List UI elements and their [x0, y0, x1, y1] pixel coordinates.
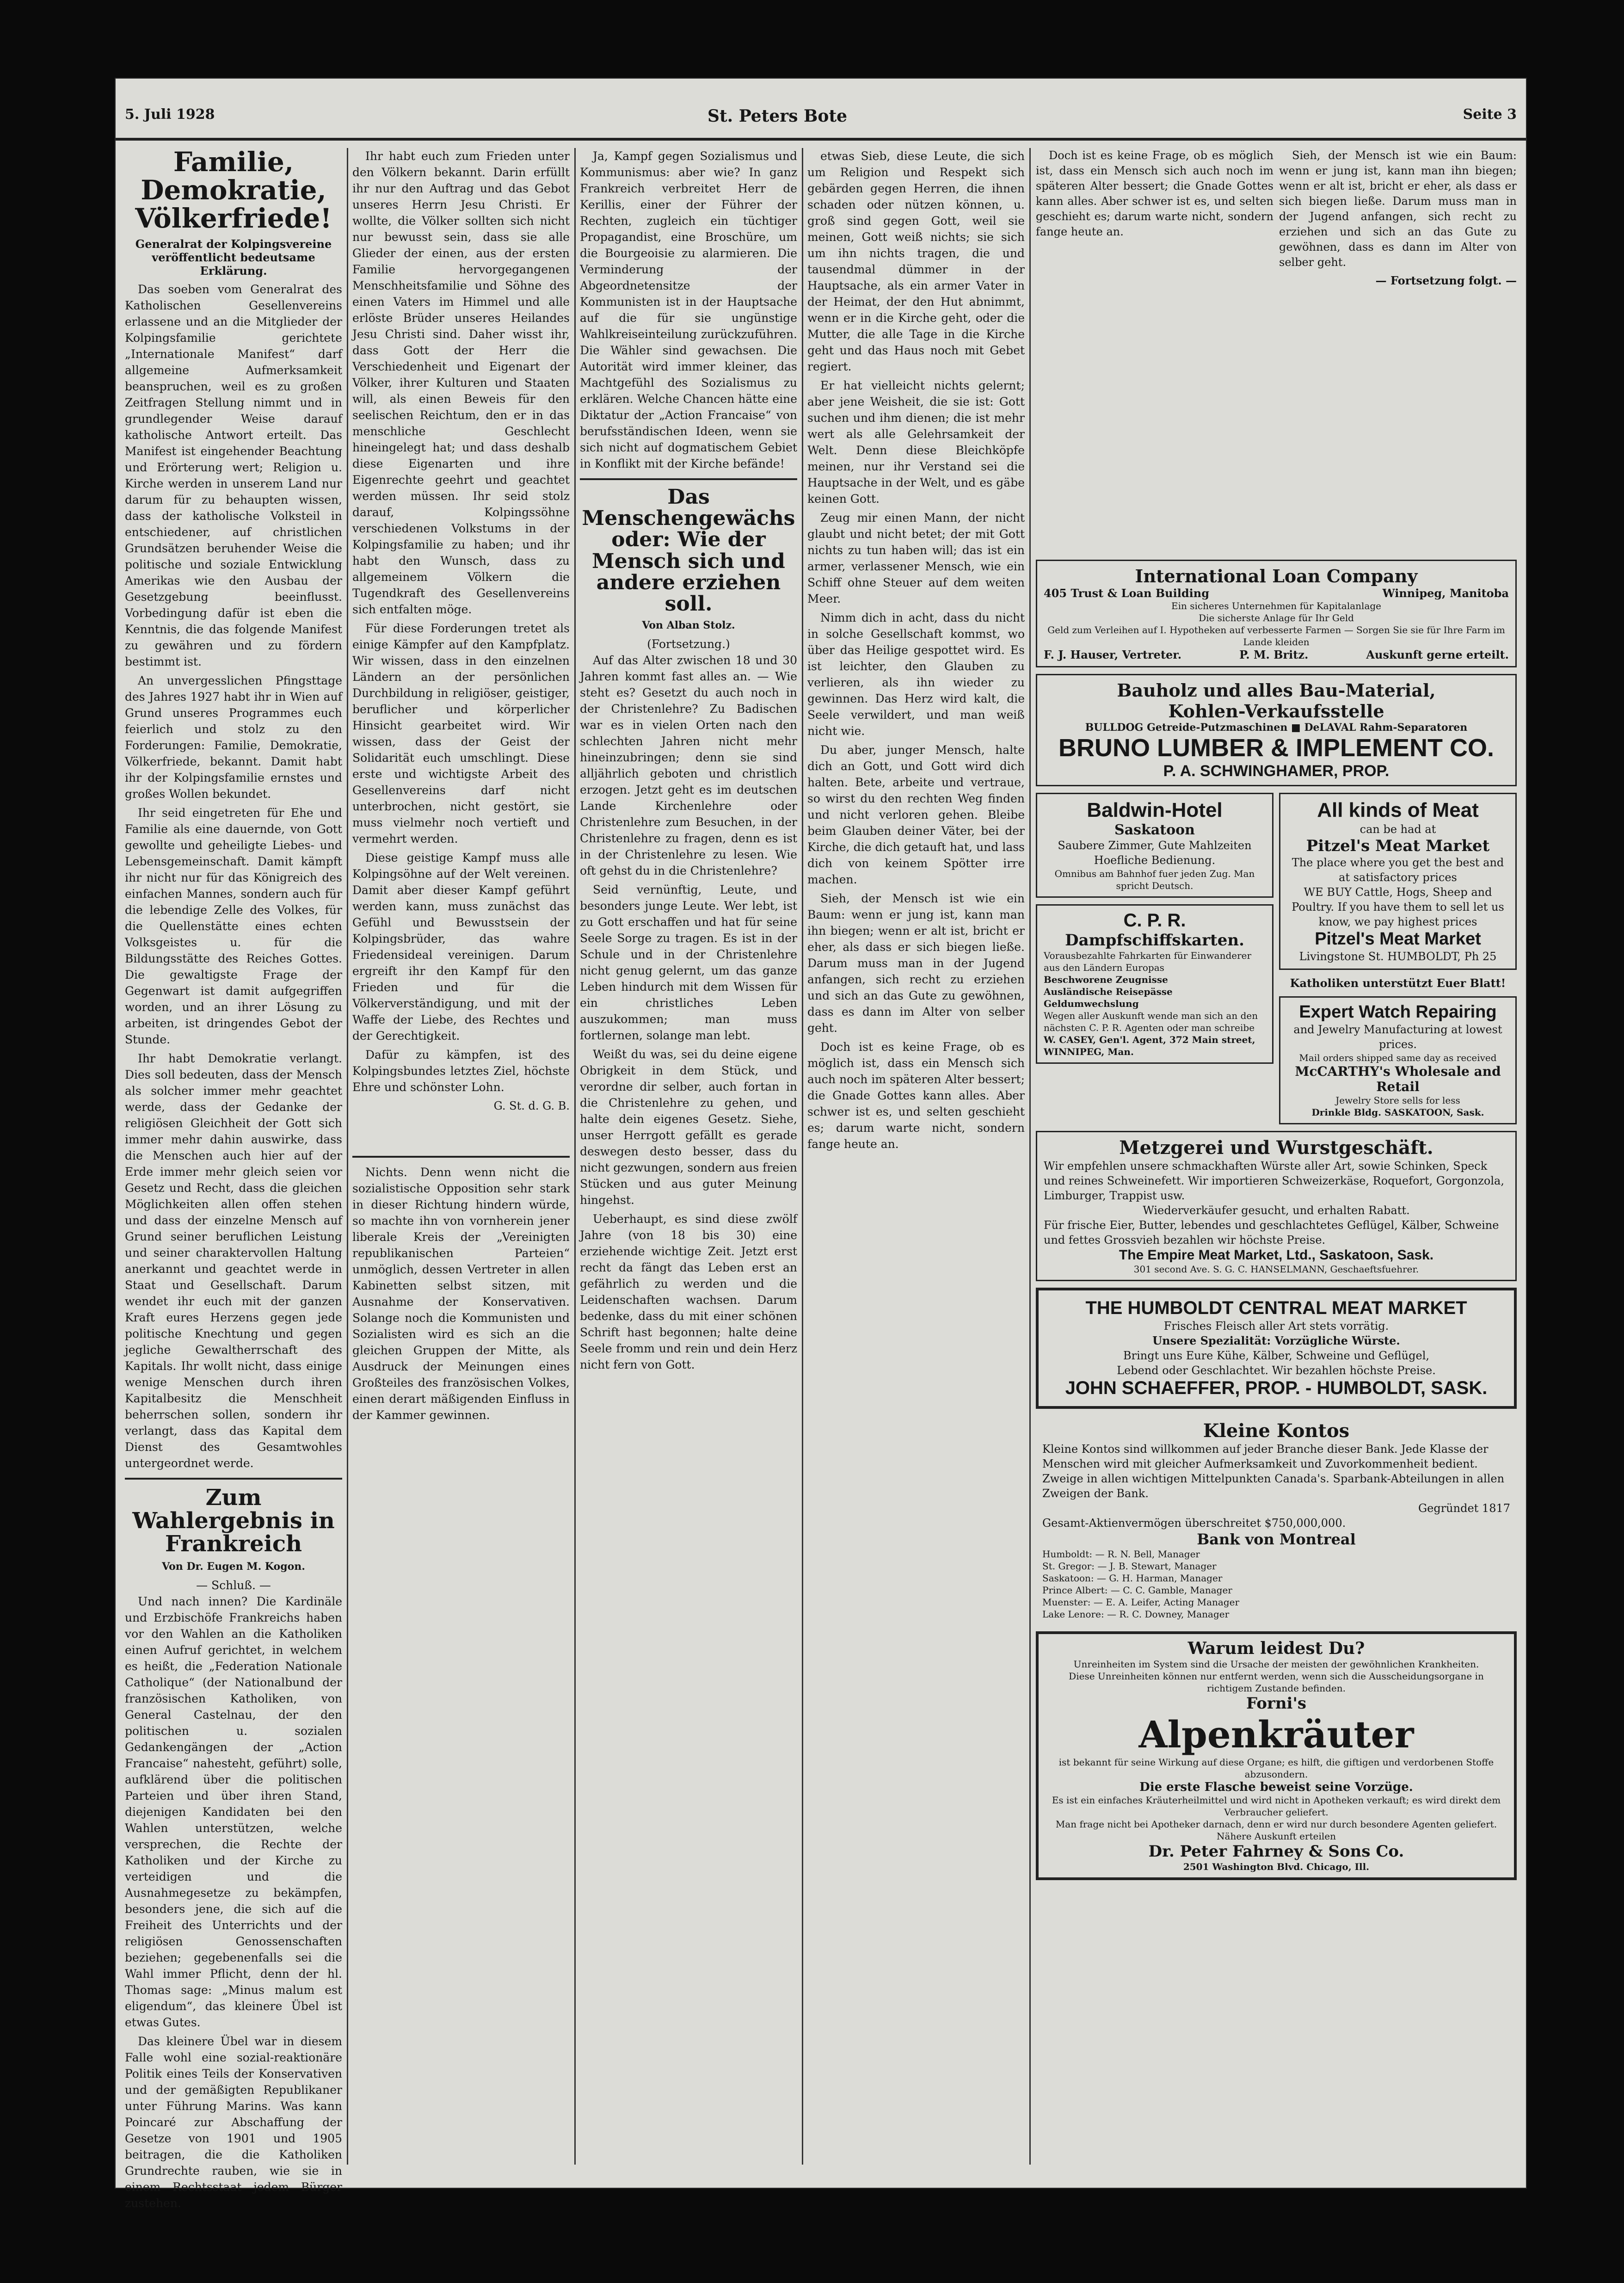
article2-title: Zum Wahlergebnis in Frankreich: [132, 1484, 335, 1557]
ad-forni-alpenkraeuter: [1036, 1631, 1517, 1880]
meat-line: can be had at: [1359, 823, 1436, 836]
article1-signature: G. St. d. G. B.: [493, 1099, 570, 1112]
article2-paragraph: Nichts. Denn wenn nicht die sozialistische Opposition sehr stark in dieser Richtung hindern würde, so machte ihn von vornherein jener liberale Kreis der „Vereinigten republikanischen Parteien“ unmöglich, dessen Vertreter in allen Kabinetten selbst sitzen, mit Ausnahme der Konservativen. Solange noch die Kommunisten und Sozialisten wird es sich an die gleichen Gruppen der Mitte, als Ausdruck der Meinungen eines Großteiles des französischen Volkes, einen derart mäßigenden Einfluss in der Kammer gewinnen.: [352, 1166, 570, 1422]
loan-line: Die sicherste Anlage für Ihr Geld: [1199, 612, 1354, 623]
article4-paragraph: Sieh, der Mensch ist wie ein Baum: wenn er jung ist, kann man ihn biegen; wenn er alt ist, bricht er eher, als dass er sich biegen ließe. Darum muss man in der Jugend anfangen, sich recht zu erziehen und sich an das Gute zu gewöhnen, dass es dann im Alter von selber geht.: [807, 892, 1025, 1035]
humboldt-line: Frisches Fleisch aller Art stets vorrätig.: [1163, 1320, 1389, 1333]
lumber-line: BULLDOG Getreide-Putzmaschinen ■ DeLAVAL Rahm-Separatoren: [1085, 722, 1468, 734]
cpr-line: Wegen aller Auskunft wende man sich an den nächsten C. P. R. Agenten oder man schreibe: [1044, 1010, 1258, 1033]
forni-line: Diese Unreinheiten können nur entfernt werden, wenn sich die Ausscheidungsorgane in richtigem Zustande befinden.: [1069, 1671, 1484, 1694]
cpr-sub: Dampfschiffskarten.: [1065, 931, 1244, 950]
hotel-city: Saskatoon: [1114, 822, 1195, 838]
ad-col-right: [1279, 793, 1517, 1131]
cpr-line: Ausländische Reisepässe: [1044, 986, 1173, 997]
article4-body-cont: [1036, 148, 1273, 560]
humboldt-line: Bringt uns Eure Kühe, Kälber, Schweine und Geflügel,: [1123, 1349, 1430, 1362]
metzgerei-address: 301 second Ave. S. G. C. HANSELMANN, Geschaeftsfuehrer.: [1133, 1264, 1419, 1275]
article1-paragraph: Ihr habt euch zum Frieden unter den Völkern bekannt. Darin erfüllt ihr nur den Auftrag und das Gebot unseres Herrn Jesu Christi. Er wollte, die Völker sollten sich nicht nur bewusst sein, dass sie alle Glieder der einen, aus der ersten Familie hervorgegangenen Menschheitsfamilie und Söhne des einen Vaters im Himmel und alle erlöste Brüder unseres Heilandes Jesu Christi sind. Daher wisst ihr, dass Gott der Herr die Verschiedenheit und Eigenart der Völker, ihrer Kulturen und Staaten will, als einen Beweis für den seelischen Reichtum, den er in das menschliche Geschlecht hineingelegt hat; und dass deshalb diese Eigenarten und ihre Eigenrechte geehrt und geachtet werden müssen. Ihr seid stolz darauf, Kolpingssöhne verschiedenen Volkstums in der Kolpingsfamilie zu haben; und ihr habt den Wunsch, dass zu allgemeinem Völkern die Tugendkraft des Gesellenvereins sich entfalten möge.: [352, 149, 570, 616]
metzgerei-line: Für frische Eier, Butter, lebendes und geschlachtetes Geflügel, Kälber, Schweine und fettes Grossvieh bezahlen wir höchste Preise.: [1044, 1219, 1499, 1246]
article3-intro: (Fortsetzung.): [647, 637, 730, 651]
article3-byline: Von Alban Stolz.: [642, 619, 735, 632]
column-rule: [574, 148, 576, 2165]
cpr-line: Vorausbezahlte Fahrkarten für Einwanderer aus den Ländern Europas: [1044, 950, 1252, 973]
column-2: [352, 148, 570, 2165]
column-rule: [802, 148, 803, 2165]
article3-paragraph: Weißt du was, sei du deine eigene Obrigkeit in dem Stück, und verordne dir selber, auch fortan in die Christenlehre zu gehen, und halte dein eigenes Gesetz. Siehe, unser Herrgott gefällt es gerade deswegen desto besser, dass du nicht gezwungen, sondern aus freien Stücken und aus guter Meinung hingehst.: [580, 1048, 798, 1207]
article3-paragraph: Ueberhaupt, es sind diese zwölf Jahre (von 18 bis 30) eine erziehende wichtige Zeit. Jetzt erst recht da fängt das Leben erst an gefährlich zu werden und die Leidenschaften wachsen. Darum bedenke, dass du mit einer schönen Schrift hast begonnen; halte deine Seele fromm und rein und dein Herz nicht fern von Gott.: [580, 1212, 797, 1372]
watch-line: and Jewelry Manufacturing at lowest prices.: [1293, 1023, 1502, 1051]
article4-paragraph: Doch ist es keine Frage, ob es möglich ist, dass ein Mensch sich auch noch im späteren Alter bessert; die Gnade Gottes kann alles. Aber schwer ist es, und selten geschieht es; darum warte nicht, sondern fange heute an.: [807, 1040, 1025, 1151]
article1-body-cont: [352, 148, 570, 1114]
hotel-title: Baldwin-Hotel: [1087, 799, 1223, 821]
column-rule: [1029, 148, 1031, 2165]
loan-note: Auskunft gerne erteilt.: [1366, 648, 1509, 661]
metzgerei-name: The Empire Meat Market, Ltd., Saskatoon, Sask.: [1119, 1247, 1434, 1263]
article2-intro: — Schluß. —: [196, 1578, 271, 1592]
forni-line: Die erste Flasche beweist seine Vorzüge.: [1139, 1780, 1413, 1794]
column-rule: [347, 148, 348, 2165]
loan-line: Ein sicheres Unternehmen für Kapitalanlage: [1171, 600, 1382, 611]
article2-body-cont2: [580, 148, 797, 472]
article1-paragraph: Ihr habt Demokratie verlangt. Dies soll bedeuten, dass der Mensch als solcher immer mehr geachtet werde, dass der Gedanke der religiösen Gleichheit der Gott sich immer mehr dahin auswirke, dass die Menschen auch hier auf der Erde immer mehr gleich seien vor Gesetz und Recht, dass die gleichen Möglichkeiten allen offen stehen und dass der einzelne Mensch auf Grund seiner beruflichen Leistung und seiner charaktervollen Haltung anerkannt und geachtet werde in Staat und Gesellschaft. Darum wendet ihr euch mit der ganzen Kraft eures Herzens gegen jede politische Knechtung und gegen jegliche Gewaltherrschaft des Kapitals. Ihr wollt nicht, dass einige wenige Menschen durch ihren Kapitalbesitz die Menschheit beherrschen sollen, sondern ihr verlangt, dass das Kapital dem Dienst des Gesamtwohles untergeordnet werde.: [125, 1051, 342, 1470]
article4-body: [807, 148, 1025, 1152]
watch-title: Expert Watch Repairing: [1299, 1002, 1497, 1022]
humboldt-line: Lebend oder Geschlachtet. Wir bezahlen höchste Preise.: [1117, 1364, 1436, 1377]
loan-city: Winnipeg, Manitoba: [1382, 586, 1509, 600]
ad-watch-repair: [1279, 996, 1517, 1124]
divider: [580, 478, 797, 480]
bank-manager: Lake Lenore: — R. C. Downey, Manager: [1042, 1609, 1230, 1620]
ad-metzgerei: [1036, 1131, 1517, 1281]
article2-body-cont: [352, 1164, 570, 1423]
article2-byline: Von Dr. Eugen M. Kogon.: [162, 1560, 305, 1573]
kontos-title: Kleine Kontos: [1203, 1420, 1350, 1442]
article1-paragraph: Dafür zu kämpfen, ist des Kolpingsbundes letztes Ziel, höchste Ehre und schönster Lohn.: [352, 1048, 570, 1094]
column-1: [125, 146, 342, 2210]
ad-humboldt-meat: [1036, 1288, 1517, 1409]
loan-agent: P. M. Britz.: [1239, 648, 1309, 661]
article4-paragraph: Doch ist es keine Frage, ob es möglich ist, dass ein Mensch sich auch noch im späteren Alter bessert; die Gnade Gottes kann alles. Aber schwer ist es, und selten geschieht es; darum warte nicht, sondern fange heute an.: [1036, 149, 1273, 238]
forni-line: Es ist ein einfaches Kräuterheilmittel und wird nicht in Apotheken verkauft; es wird direkt dem Verbraucher geliefert.: [1052, 1795, 1501, 1818]
article2-body: [125, 1577, 342, 2211]
cpr-title: C. P. R.: [1123, 910, 1186, 931]
ad-row-1: [1036, 793, 1517, 1131]
article4-paragraph: Nimm dich in acht, dass du nicht in solche Gesellschaft kommst, wo über das Heilige gespottet wird. Es ist leichter, den Glauben zu verlieren, als ihn wieder zu gewinnen. Das Herz wird kalt, die Seele verwildert, und man weiß nicht wie.: [807, 611, 1025, 738]
loan-address: 405 Trust & Loan Building: [1044, 586, 1209, 600]
watch-name: McCARTHY's Wholesale and Retail: [1295, 1064, 1501, 1094]
article1-paragraph: Diese geistige Kampf muss alle Kolpingsöhne auf der Welt vereinen. Damit aber dieser Kampf geführt werden kann, muss zunächst das Gefühl und Bewusstsein der Kolpingsbrüder, das wahre Friedensideal vereinigen. Darum ergreift ihr den Kampf für den Frieden und für die Völkerverständigung, und mit der Waffe der Liebe, des Rechtes und der Gerechtigkeit.: [352, 851, 570, 1043]
forni-maker: Dr. Peter Fahrney & Sons Co.: [1148, 1842, 1404, 1861]
article4-paragraph: Zeug mir einen Mann, der nicht glaubt und nicht betet; der mit Gott nichts zu tun haben will; das ist ein armer, verlassener Mensch, wie ein Schiff ohne Steuer auf dem weiten Meer.: [807, 511, 1025, 605]
forni-product: Alpenkräuter: [1138, 1713, 1414, 1756]
forni-brand: Forni's: [1246, 1694, 1307, 1713]
lumber-line: Bauholz und alles Bau-Material,: [1117, 680, 1436, 701]
meat-line: Pitzel's Meat Market: [1306, 837, 1490, 855]
article1-subtitle: Generalrat der Kolpingsvereine veröffentlicht bedeutsame Erklärung.: [135, 237, 332, 278]
column-3: [580, 148, 797, 2165]
col5-top-text: [1036, 148, 1517, 560]
ad-international-loan: [1036, 560, 1517, 667]
header-rule: [116, 138, 1526, 141]
metzgerei-line: Wir empfehlen unsere schmackhaften Würste aller Art, sowie Schinken, Speck und reines Schweinefett. Wir importieren Schweizerkäse, Roquefort, Gorgonzola, Limburger, Trappist usw.: [1044, 1160, 1504, 1202]
humboldt-line: Unsere Spezialität: Vorzügliche Würste.: [1152, 1334, 1400, 1347]
cpr-line: Geldumwechslung: [1044, 998, 1139, 1009]
lumber-line: Kohlen-Verkaufsstelle: [1168, 701, 1384, 722]
lumber-prop: P. A. SCHWINGHAMER, PROP.: [1163, 762, 1390, 780]
bank-manager: St. Gregor: — J. B. Stewart, Manager: [1042, 1561, 1217, 1572]
kontos-line: Kleine Kontos sind willkommen auf jeder Branche dieser Bank. Jede Klasse der Menschen wird mit gleicher Aufmerksamkeit und Zuvorkommenheit bedient.: [1042, 1443, 1489, 1470]
lumber-company: BRUNO LUMBER & IMPLEMENT CO.: [1058, 734, 1494, 762]
humboldt-title: THE HUMBOLDT CENTRAL MEAT MARKET: [1085, 1298, 1467, 1318]
ad-bank-montreal: [1036, 1415, 1517, 1625]
watch-line: Drinkle Bldg. SASKATOON, Sask.: [1311, 1107, 1484, 1118]
hotel-line: Saubere Zimmer, Gute Mahlzeiten: [1058, 839, 1252, 852]
column-5: [1036, 148, 1517, 2165]
bank-manager: Muenster: — E. A. Leifer, Acting Manager: [1042, 1597, 1240, 1608]
hotel-line: Hoefliche Bedienung.: [1094, 854, 1216, 867]
meat-name: Pitzel's Meat Market: [1315, 929, 1481, 949]
bank-manager: Humboldt: — R. N. Bell, Manager: [1042, 1549, 1200, 1560]
page-header: [116, 106, 1526, 139]
kontos-line: Zweige in allen wichtigen Mittelpunkten Canada's. Sparbank-Abteilungen in allen Zweigen der Bank.: [1042, 1472, 1505, 1500]
article4-paragraph: Du aber, junger Mensch, halte dich an Gott, und Gott wird dich halten. Bete, arbeite und vertraue, so wirst du den rechten Weg finden und nicht verloren gehen. Bleibe beim Glauben deiner Väter, bei der Kirche, die dich getauft hat, und lass dich von keinem Spötter irre machen.: [807, 743, 1025, 886]
forni-line: ist bekannt für seine Wirkung auf diese Organe; es hilft, die giftigen und verdorbenen Stoffe abzusondern.: [1058, 1757, 1494, 1780]
article1-title: Familie, Demokratie, Völkerfriede!: [135, 146, 332, 234]
article4-paragraph: Sieh, der Mensch ist wie ein Baum: wenn er jung ist, kann man ihn biegen; wenn er alt ist, bricht er eher, als dass er sich biegen ließe. Darum muss man in der Jugend anfangen, sich recht zu erziehen und sich an das Gute zu gewöhnen, dass es dann im Alter von selber geht.: [1279, 149, 1517, 269]
kontos-assets: Gesamt-Aktienvermögen überschreitet $750,000,000.: [1042, 1517, 1346, 1530]
cpr-line: Beschworene Zeugnisse: [1044, 974, 1168, 985]
article2-paragraph: Und nach innen? Die Kardinäle und Erzbischöfe Frankreichs haben vor den Wahlen an die Katholiken einen Aufruf gerichtet, in welchem es heißt, die „Federation Nationale Catholique“ (der Nationalbund der französischen Katholiken, von General Castelnau, der den politischen u. sozialen Gedankengängen der „Action Francaise“ nahesteht, geführt) solle, aufklärend über die politischen Parteien und über ihren Stand, diejenigen Kandidaten bei den Wahlen unterstützen, welche versprechen, die Rechte der Katholiken und der Kirche zu verteidigen und die Ausnahmegesetze zu bekämpfen, besonders jene, die sich auf die Freiheit des Unterrichts und der religiösen Genossenschaften beziehen; gegebenenfalls sei die Wahl immer Pflicht, denn der hl. Thomas sage: „Minus malum est eligendum“, das kleinere Übel ist etwas Gutes.: [125, 1594, 342, 2029]
article3-paragraph: Seid vernünftig, Leute, und besonders junge Leute. Wer lebt, ist zu Gott erschaffen und hat für seine Seele Sorge zu tragen. Es ist in der Schule und in der Christenlehre nicht genug gelernt, um das ganze Leben hindurch mit dem Wissen für ein christliches Leben auszukommen; man muss fortlernen, solange man lebt.: [580, 883, 797, 1043]
article3-body: [580, 636, 797, 1373]
meat-title: All kinds of Meat: [1317, 799, 1479, 821]
divider: [352, 1156, 570, 1158]
meat-line: The place where you get the best and at satisfactory prices: [1292, 856, 1504, 884]
support-slogan: Katholiken unterstützt Euer Blatt!: [1290, 976, 1506, 990]
article1-paragraph: Für diese Forderungen tretet als einige Kämpfer auf den Kampfplatz. Wir wissen, dass in den einzelnen Ländern an der persönlichen Durchbildung in religiöser, geistiger, beruflicher und körperlicher Hinsicht gearbeitet wird. Wir wissen, dass der Geist der Solidarität euch umschlingt. Diese erste und wichtigste Arbeit des Gesellenvereins darf nicht unterbrochen, nicht gestört, sie muss vielmehr noch vertieft und vermehrt werden.: [352, 622, 570, 845]
article4-end: — Fortsetzung folgt. —: [1375, 274, 1517, 287]
ad-bruno-lumber: [1036, 674, 1517, 786]
forni-line: Man frage nicht bei Apotheker darnach, denn er wird nur durch besondere Agenten geliefert. Nähere Auskunft erteilen: [1055, 1819, 1497, 1842]
article2-paragraph: Ja, Kampf gegen Sozialismus und Kommunismus: aber wie? In ganz Frankreich verbreitet Herr de Kerillis, einer der Führer der Rechten, zugleich ein tüchtiger Propagandist, eine Broschüre, um die Bourgeoisie zu alarmieren. Die Verminderung der Abgeordnetensitze der Kommunisten ist in der Hauptsache auf die für sie ungünstige Wahlkreiseinteilung zurückzuführen. Die Wähler sind gewachsen. Die Autorität wird immer kleiner, das Machtgefühl des Sozialismus zu erklären. Welche Chancen hätte eine Diktatur der „Action Francaise“ von berufsständischen Ideen, wenn sie sich nicht auf dogmatischem Gebiet in Konflikt mit der Kirche befände!: [580, 149, 797, 470]
metzgerei-line: Wiederverkäufer gesucht, und erhalten Rabatt.: [1143, 1204, 1410, 1217]
bank-manager: Saskatoon: — G. H. Harman, Manager: [1042, 1573, 1223, 1584]
article1-paragraph: Das soeben vom Generalrat des Katholischen Gesellenvereins erlassene und an die Mitglieder der Kolpingsfamilie gerichtete „Internationale Manifest“ darf allgemeine Aufmerksamkeit beanspruchen, weil es zu großen Zeitfragen Stellung nimmt und in grundlegender Weise darauf katholische Antwort erteilt. Das Manifest ist eingehender Beachtung und Erörterung wert; Religion u. Kirche werden in unserem Land nur darum für zu behaupten wissen, dass der katholische Volksteil in entschiedener, auf christlichen Grundsätzen beruhender Weise die politische und soziale Entwicklung Amerikas wie den Ausbau der Gesetzgebung beeinflusst. Vorbedingung dafür ist eben die Kenntnis, die das folgende Manifest zu gewähren und zu fördern bestimmt ist.: [125, 282, 342, 668]
newspaper-page: [116, 79, 1526, 2210]
bank-manager: Prince Albert: — C. C. Gamble, Manager: [1042, 1585, 1232, 1596]
watch-line: Jewelry Store sells for less: [1335, 1095, 1460, 1106]
ad-baldwin-hotel: [1036, 793, 1273, 898]
loan-line: Geld zum Verleihen auf I. Hypotheken auf verbesserte Farmen — Sorgen Sie sie für Ihre Farm im Lande kleiden: [1047, 624, 1505, 648]
meat-address: Livingstone St. HUMBOLDT, Ph 25: [1299, 950, 1497, 963]
article3-title: Das Menschengewächs oder: Wie der Mensch sich und andere erziehen soll.: [582, 485, 795, 616]
hotel-line: Omnibus am Bahnhof fuer jeden Zug. Man spricht Deutsch.: [1054, 868, 1255, 891]
column-4: [807, 148, 1025, 2165]
article4-paragraph: Er hat vielleicht nichts gelernt; aber jene Weisheit, die sie ist: Gott suchen und ihm dienen; die ist mehr wert als alle Gelehrsamkeit der Welt. Denn diese Bleichköpfe meinen, nur ihr Verstand sei die Hauptsache in der Welt, und es gäbe keinen Gott.: [807, 379, 1025, 506]
cpr-line: W. CASEY, Gen'l. Agent, 372 Main street, WINNIPEG, Man.: [1044, 1034, 1255, 1057]
article1-body: [125, 281, 342, 1471]
issue-date: 5. Juli 1928: [125, 106, 215, 123]
forni-line: Unreinheiten im System sind die Ursache der meisten der gewöhnlichen Krankheiten.: [1073, 1659, 1479, 1670]
masthead: St. Peters Bote: [707, 106, 847, 126]
kontos-founded: Gegründet 1817: [1418, 1502, 1510, 1515]
page-number: Seite 3: [1463, 106, 1517, 123]
article3-paragraph: Auf das Alter zwischen 18 und 30 Jahren kommt fast alles an. — Wie steht es? Gesetzt du auch noch in der Christenlehre? Zu Badischen war es in vielen Orten nach den schlechten Jahren nicht mehr hineinzubringen; denn sie sind alljährlich geboten und christlich erzogen. Jetzt geht es im deutschen Lande Kirchenlehre oder Christenlehre zum Besuchen, in der Christenlehre zu fragen, denn es ist in der Christenlehre zu lesen. Wie oft gehst du in die Christenlehre?: [580, 654, 797, 878]
ad-pitzel-meat: [1279, 793, 1517, 970]
article4-paragraph: etwas Sieb, diese Leute, die sich um Religion und Respekt sich gebärden gegen Herren, die ihnen schaden oder nützen können, u. groß sind gegen Gott, weil sie meinen, Gott weiß nichts; sie sich um ihn nichts tragen, die und tausendmal dümmer in der Hauptsache, als ein armer Vater in der Heimat, der den Hut abnimmt, wenn er in die Kirche geht, oder die Mutter, die alle Tage in die Kirche geht und das Haus noch mit Gebet regiert.: [807, 149, 1025, 373]
humboldt-name: JOHN SCHAEFFER, PROP. - HUMBOLDT, SASK.: [1065, 1378, 1488, 1398]
divider: [125, 1478, 342, 1480]
forni-address: 2501 Washington Blvd. Chicago, Ill.: [1183, 1861, 1370, 1872]
loan-agents: [1044, 648, 1509, 661]
article1-paragraph: An unvergesslichen Pfingsttage des Jahres 1927 habt ihr in Wien auf Grund unseres Programmes euch feierlich und stolz zu den Forderungen: Familie, Demokratie, Völkerfriede, bekannt. Damit habt ihr der Kolpingsfamilie ernstes und großes Wollen bekundet.: [125, 673, 342, 801]
watch-line: Mail orders shipped same day as received: [1299, 1052, 1497, 1063]
loan-title: International Loan Company: [1135, 566, 1418, 586]
bank-name: Bank von Montreal: [1197, 1530, 1356, 1548]
loan-agent: F. J. Hauser, Vertreter.: [1044, 648, 1182, 661]
metzgerei-title: Metzgerei und Wurstgeschäft.: [1119, 1137, 1433, 1159]
article2-paragraph: Das kleinere Übel war in diesem Falle wohl eine sozial-reaktionäre Politik eines Teils der Konservativen und der gemäßigten Republikaner unter Führung Marins. Was kann Poincaré zur Abschaffung der Gesetze von 1901 und 1905 beitragen, die die Katholiken Grundrechte rauben, wie sie in einem Rechtsstaat jedem Bürger zustehen.: [125, 2034, 342, 2210]
ad-col-left: [1036, 793, 1273, 1131]
loan-address-row: [1044, 586, 1509, 600]
meat-line: WE BUY Cattle, Hogs, Sheep and Poultry. If you have them to sell let us know, we pay highest prices: [1292, 886, 1504, 928]
article4-body-cont2: [1279, 148, 1517, 560]
ad-cpr: [1036, 904, 1273, 1064]
article1-paragraph: Ihr seid eingetreten für Ehe und Familie als eine dauernde, von Gott gewollte und geheiligte Liebes- und Lebensgemeinschaft. Damit kämpft ihr nicht nur für das Königreich des einfachen Mannes, sondern auch für die lebendige Zelle des Volkes, für die Quellenstätte eines echten Volksgeistes u. für die Bildungsstätte des Reiches Gottes. Die gewaltigste Frage der Gegenwart ist damit aufgegriffen worden, und an ihrer Lösung zu arbeiten, ist dringendes Gebot der Stunde.: [125, 806, 342, 1046]
forni-question: Warum leidest Du?: [1187, 1639, 1365, 1658]
